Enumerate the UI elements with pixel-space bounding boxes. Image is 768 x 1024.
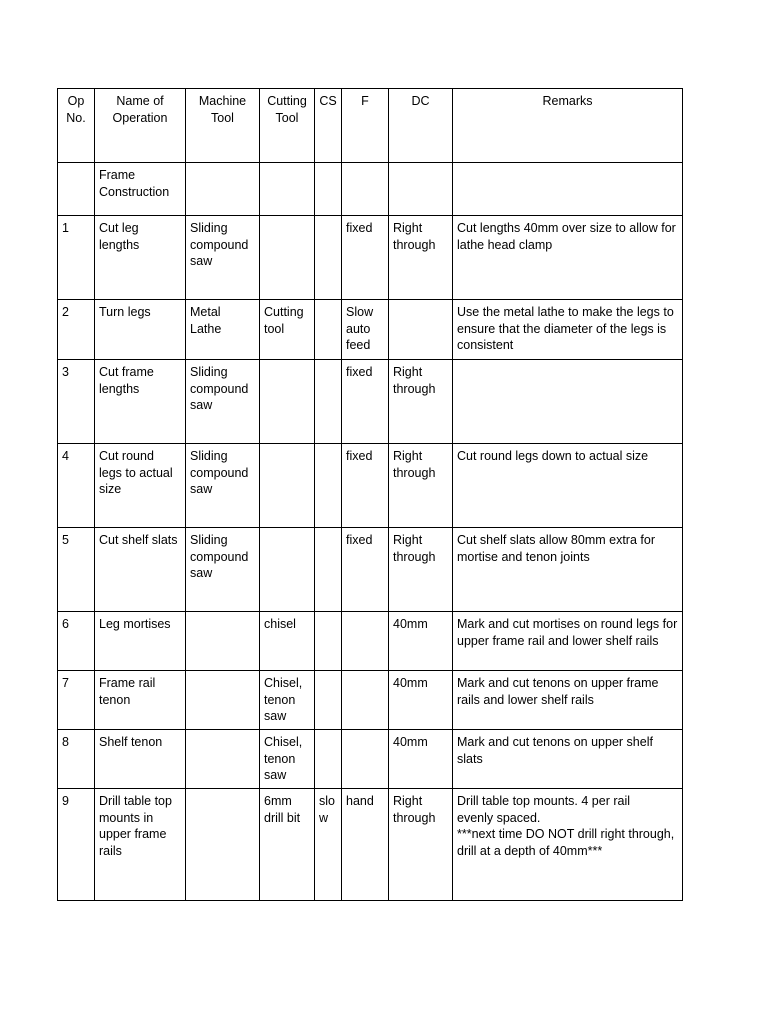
cs-value: slo w [315,789,342,901]
f-value: fixed [342,444,389,528]
dc-value: 40mm [389,671,453,730]
f-value: fixed [342,360,389,444]
section-title: Frame Construction [95,163,186,216]
op-number: 2 [58,300,95,360]
op-number: 9 [58,789,95,901]
cs-value [315,360,342,444]
dc-value: 40mm [389,730,453,789]
section-row [58,163,683,216]
cutting-tool [260,444,315,528]
cs-value [315,730,342,789]
header-op-no: Op No. [58,89,95,163]
cutting-tool: 6mm drill bit [260,789,315,901]
cs-value [315,216,342,300]
cs-value [315,300,342,360]
f-value [342,671,389,730]
table-row [58,444,683,528]
table-row [58,612,683,671]
dc-value: Right through [389,216,453,300]
dc-value [389,300,453,360]
header-row [58,89,683,163]
table-row [58,360,683,444]
cs-value [315,444,342,528]
header-cs: CS [315,89,342,163]
machine-tool: Sliding compound saw [186,360,260,444]
operation-name: Cut round legs to actual size [95,444,186,528]
f-value: Slow auto feed [342,300,389,360]
dc-value: Right through [389,444,453,528]
op-number: 5 [58,528,95,612]
f-value: fixed [342,216,389,300]
operation-name: Cut leg lengths [95,216,186,300]
table-row [58,730,683,789]
header-remarks: Remarks [453,89,683,163]
cutting-tool: Chisel, tenon saw [260,671,315,730]
header-machine-tool: Machine Tool [186,89,260,163]
dc-value: 40mm [389,612,453,671]
machine-tool [186,789,260,901]
remarks: Mark and cut tenons on upper shelf slats [453,730,683,789]
table-row [58,528,683,612]
operation-name: Leg mortises [95,612,186,671]
op-number: 1 [58,216,95,300]
operations-table [57,88,683,901]
f-value [342,730,389,789]
operation-name: Cut frame lengths [95,360,186,444]
machine-tool [186,612,260,671]
cutting-tool [260,216,315,300]
remarks: Use the metal lathe to make the legs to ensure that the diameter of the legs is consistent [453,300,683,360]
table-row [58,789,683,901]
op-number: 6 [58,612,95,671]
table-row [58,216,683,300]
remarks: Drill table top mounts. 4 per rail evenly spaced. ***next time DO NOT drill right through, drill at a depth of 40mm*** [453,789,683,901]
cutting-tool: Cutting tool [260,300,315,360]
dc-value: Right through [389,528,453,612]
table-row [58,671,683,730]
remarks: Cut shelf slats allow 80mm extra for mortise and tenon joints [453,528,683,612]
machine-tool [186,671,260,730]
operation-name: Drill table top mounts in upper frame rails [95,789,186,901]
cs-value [315,671,342,730]
remarks: Cut lengths 40mm over size to allow for lathe head clamp [453,216,683,300]
cutting-tool: chisel [260,612,315,671]
op-number: 3 [58,360,95,444]
machine-tool: Metal Lathe [186,300,260,360]
f-value [342,612,389,671]
cutting-tool [260,360,315,444]
header-name-of-operation: Name of Operation [95,89,186,163]
op-number: 8 [58,730,95,789]
machine-tool: Sliding compound saw [186,444,260,528]
f-value: hand [342,789,389,901]
header-cutting-tool: Cutting Tool [260,89,315,163]
dc-value: Right through [389,789,453,901]
section-op-cell [58,163,95,216]
remarks: Cut round legs down to actual size [453,444,683,528]
f-value: fixed [342,528,389,612]
remarks [453,360,683,444]
operation-name: Frame rail tenon [95,671,186,730]
dc-value: Right through [389,360,453,444]
header-dc: DC [389,89,453,163]
remarks: Mark and cut tenons on upper frame rails and lower shelf rails [453,671,683,730]
header-f: F [342,89,389,163]
cs-value [315,612,342,671]
table-row [58,300,683,360]
operation-name: Turn legs [95,300,186,360]
operation-name: Cut shelf slats [95,528,186,612]
operation-name: Shelf tenon [95,730,186,789]
machine-tool: Sliding compound saw [186,528,260,612]
op-number: 7 [58,671,95,730]
machine-tool [186,730,260,789]
cutting-tool: Chisel, tenon saw [260,730,315,789]
cutting-tool [260,528,315,612]
cs-value [315,528,342,612]
op-number: 4 [58,444,95,528]
remarks: Mark and cut mortises on round legs for upper frame rail and lower shelf rails [453,612,683,671]
machine-tool: Sliding compound saw [186,216,260,300]
